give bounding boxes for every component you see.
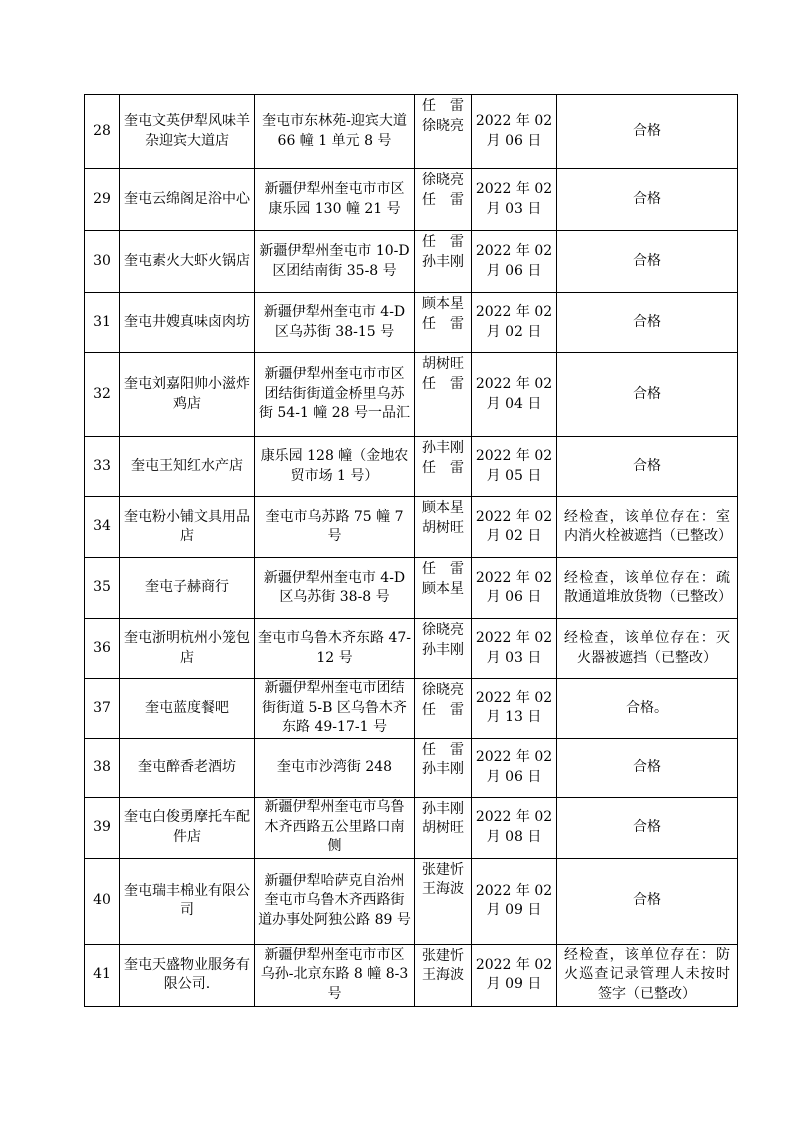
- business-name-text: 奎屯王知红水产店: [131, 457, 243, 474]
- row-number: [85, 231, 120, 293]
- inspection-date: [472, 944, 557, 1006]
- inspection-date-text: 2022 年 02 月 06 日: [475, 243, 553, 279]
- row-number-text: 35: [93, 579, 111, 596]
- business-name: [120, 679, 255, 739]
- inspector-name: 孙丰刚: [422, 641, 464, 658]
- row-number-text: 39: [93, 818, 111, 835]
- business-address-text: 奎屯市乌鲁木齐东路 47-12 号: [258, 630, 411, 666]
- inspection-date-text: 2022 年 02 月 03 日: [475, 630, 553, 666]
- table-row: [85, 231, 738, 293]
- inspector-name: 徐晓亮: [422, 622, 464, 638]
- inspector-name: 任 雷: [422, 234, 464, 250]
- inspection-result-text: 合格: [633, 892, 661, 909]
- inspection-result-text: 合格: [633, 385, 661, 402]
- row-number-text: 41: [93, 966, 111, 983]
- inspection-date: [472, 679, 557, 739]
- inspection-result: [557, 293, 738, 353]
- inspector-name: 孙丰刚: [422, 440, 464, 456]
- business-address-text: 奎屯市沙湾街 248: [276, 758, 393, 775]
- inspectors: [415, 858, 472, 944]
- business-name: [120, 293, 255, 353]
- inspection-result-text: 经检查，该单位存在：灭火器被遮挡（已整改）: [564, 630, 730, 666]
- inspection-result: [557, 858, 738, 944]
- inspection-date: [472, 619, 557, 679]
- business-name: [120, 797, 255, 858]
- inspector-name: 任 雷: [422, 459, 464, 476]
- row-number-text: 30: [93, 252, 111, 269]
- inspectors: [415, 797, 472, 858]
- inspection-result: [557, 944, 738, 1006]
- inspection-date-text: 2022 年 02 月 13 日: [475, 689, 553, 726]
- business-address-text: 新疆伊犁州奎屯市 4-D 区乌苏街 38-8 号: [263, 569, 406, 605]
- inspector-name: 顾本星: [422, 296, 464, 312]
- inspection-result: [557, 679, 738, 739]
- inspection-result-text: 合格: [633, 122, 661, 139]
- business-name: [120, 738, 255, 797]
- business-name: [120, 437, 255, 497]
- inspection-date: [472, 231, 557, 293]
- table-row: [85, 497, 738, 558]
- inspectors: [415, 353, 472, 437]
- business-address-text: 新疆伊犁州奎屯市 4-D 区乌苏街 38-15 号: [263, 304, 406, 340]
- inspector-name: 张建忻: [422, 861, 464, 878]
- inspectors: [415, 231, 472, 293]
- inspectors: [415, 169, 472, 231]
- inspection-result-text: 合格: [633, 818, 661, 835]
- inspection-result: [557, 497, 738, 558]
- inspection-date: [472, 95, 557, 169]
- inspection-date-text: 2022 年 02 月 05 日: [475, 448, 553, 484]
- row-number-text: 34: [93, 518, 111, 535]
- business-address: [255, 95, 415, 169]
- row-number: [85, 679, 120, 739]
- business-name-text: 奎屯瑞丰棉业有限公司: [124, 882, 250, 918]
- inspectors: [415, 95, 472, 169]
- inspection-result-text: 经检查，该单位存在：防火巡查记录管理人未按时签字（已整改）: [564, 946, 730, 1002]
- business-address-text: 新疆伊犁州奎屯市 10-D 区团结南街 35-8 号: [259, 243, 410, 279]
- inspection-date-text: 2022 年 02 月 08 日: [475, 809, 553, 845]
- inspector-name: 任 雷: [422, 98, 464, 114]
- inspector-name: 徐晓亮: [422, 682, 464, 698]
- table-row: [85, 169, 738, 231]
- inspection-date-text: 2022 年 02 月 09 日: [475, 882, 553, 918]
- inspector-name: 任 雷: [422, 561, 464, 577]
- inspection-result: [557, 619, 738, 679]
- inspection-date-text: 2022 年 02 月 06 日: [475, 113, 553, 149]
- row-number: [85, 944, 120, 1006]
- row-number: [85, 797, 120, 858]
- table-row: [85, 679, 738, 739]
- row-number-text: 31: [93, 313, 111, 330]
- inspector-name: 徐晓亮: [422, 117, 464, 134]
- inspection-date: [472, 497, 557, 558]
- inspection-date-text: 2022 年 02 月 02 日: [475, 304, 553, 340]
- business-name: [120, 558, 255, 619]
- business-name: [120, 231, 255, 293]
- inspection-result: [557, 558, 738, 619]
- inspector-name: 任 雷: [422, 191, 464, 208]
- inspection-result-text: 合格: [633, 457, 661, 474]
- inspector-name: 任 雷: [422, 375, 464, 392]
- inspection-date: [472, 858, 557, 944]
- inspection-result-text: 合格: [633, 252, 661, 269]
- inspection-result: [557, 95, 738, 169]
- business-address: [255, 558, 415, 619]
- inspector-name: 王海波: [422, 881, 464, 897]
- inspector-name: 孙丰刚: [422, 761, 464, 777]
- business-name: [120, 353, 255, 437]
- business-address-text: 康乐园 128 幢（金地农贸市场 1 号）: [260, 448, 409, 484]
- business-name-text: 奎屯刘嘉阳帅小滋炸鸡店: [124, 376, 250, 412]
- business-name-text: 奎屯子赫商行: [145, 579, 229, 596]
- inspector-name: 胡树旺: [422, 356, 464, 372]
- inspector-name: 胡树旺: [422, 519, 464, 536]
- table-row: [85, 353, 738, 437]
- inspection-date: [472, 797, 557, 858]
- business-name: [120, 169, 255, 231]
- business-address: [255, 944, 415, 1006]
- row-number-text: 29: [93, 190, 111, 207]
- inspector-name: 任 雷: [422, 315, 464, 332]
- table-row: [85, 944, 738, 1006]
- inspection-result: [557, 797, 738, 858]
- row-number: [85, 353, 120, 437]
- inspection-date: [472, 558, 557, 619]
- table-row: [85, 738, 738, 797]
- business-address-text: 新疆伊犁州奎屯市市区康乐园 130 幢 21 号: [264, 181, 405, 217]
- business-name-text: 奎屯粉小铺文具用品店: [124, 508, 250, 544]
- inspector-name: 徐晓亮: [422, 172, 464, 188]
- row-number-text: 40: [93, 892, 111, 909]
- business-address: [255, 231, 415, 293]
- business-address: [255, 619, 415, 679]
- business-address: [255, 679, 415, 739]
- inspection-result: [557, 738, 738, 797]
- inspectors: [415, 944, 472, 1006]
- inspection-date-text: 2022 年 02 月 09 日: [475, 956, 553, 992]
- inspection-date-text: 2022 年 02 月 03 日: [475, 181, 553, 217]
- inspectors: [415, 619, 472, 679]
- inspection-date-text: 2022 年 02 月 02 日: [475, 508, 553, 544]
- inspector-name: 孙丰刚: [422, 253, 464, 270]
- table-row: [85, 619, 738, 679]
- inspectors: [415, 497, 472, 558]
- row-number: [85, 558, 120, 619]
- row-number: [85, 619, 120, 679]
- inspection-result: [557, 169, 738, 231]
- row-number: [85, 437, 120, 497]
- inspector-name: 任 雷: [422, 701, 464, 718]
- inspection-date-text: 2022 年 02 月 06 日: [475, 749, 553, 785]
- business-name-text: 奎屯醉香老酒坊: [138, 758, 236, 775]
- business-name-text: 奎屯井嫂真味卤肉坊: [124, 313, 250, 330]
- business-name: [120, 95, 255, 169]
- row-number: [85, 858, 120, 944]
- business-address-text: 新疆伊犁州奎屯市市区乌孙-北京东路 8 幢 8-3 号: [260, 946, 409, 1002]
- inspection-result: [557, 437, 738, 497]
- business-name: [120, 858, 255, 944]
- business-address: [255, 497, 415, 558]
- inspection-result-text: 经检查，该单位存在：室内消火栓被遮挡（已整改）: [564, 508, 732, 544]
- business-address: [255, 293, 415, 353]
- inspection-date: [472, 437, 557, 497]
- business-address: [255, 169, 415, 231]
- business-address: [255, 738, 415, 797]
- inspection-date-text: 2022 年 02 月 04 日: [475, 376, 553, 412]
- inspector-name: 胡树旺: [422, 820, 464, 836]
- inspection-result: [557, 231, 738, 293]
- row-number: [85, 497, 120, 558]
- inspection-result-text: 合格。: [626, 699, 668, 716]
- business-name-text: 奎屯云绵阁足浴中心: [124, 190, 250, 207]
- inspector-name: 顾本星: [422, 500, 464, 516]
- inspection-result: [557, 353, 738, 437]
- table-row: [85, 558, 738, 619]
- business-address: [255, 797, 415, 858]
- row-number-text: 38: [93, 758, 111, 775]
- inspectors: [415, 738, 472, 797]
- business-name: [120, 619, 255, 679]
- table-row: [85, 797, 738, 858]
- business-address-text: 新疆伊犁哈萨克自治州奎屯市乌鲁木齐西路街道办事处阿独公路 89 号: [258, 872, 411, 928]
- inspector-name: 张建忻: [422, 947, 464, 964]
- inspection-table: [84, 94, 738, 1007]
- row-number-text: 32: [93, 385, 111, 402]
- table-row: [85, 293, 738, 353]
- table-row: [85, 437, 738, 497]
- inspector-name: 任 雷: [422, 741, 464, 758]
- table-row: [85, 95, 738, 169]
- business-address: [255, 353, 415, 437]
- inspection-result-text: 合格: [633, 190, 661, 207]
- row-number-text: 28: [93, 122, 111, 139]
- row-number-text: 37: [93, 699, 111, 716]
- business-address-text: 奎屯市乌苏路 75 幢 7 号: [265, 508, 404, 544]
- business-name-text: 奎屯素火大虾火锅店: [124, 252, 250, 269]
- inspector-name: 王海波: [422, 967, 464, 983]
- table-body: [85, 95, 738, 1007]
- row-number: [85, 95, 120, 169]
- row-number-text: 36: [93, 639, 111, 656]
- business-name-text: 奎屯文英伊犁风味羊杂迎宾大道店: [124, 113, 250, 149]
- inspection-date: [472, 353, 557, 437]
- inspectors: [415, 437, 472, 497]
- inspection-result-text: 经检查，该单位存在：疏散通道堆放货物（已整改）: [564, 569, 732, 605]
- business-address-text: 新疆伊犁州奎屯市团结街街道 5-B 区乌鲁木齐东路 49-17-1 号: [262, 680, 407, 735]
- business-address: [255, 858, 415, 944]
- business-name-text: 奎屯白俊勇摩托车配件店: [124, 809, 250, 845]
- business-address-text: 奎屯市东林苑-迎宾大道 66 幢 1 单元 8 号: [262, 113, 407, 149]
- inspection-date: [472, 738, 557, 797]
- row-number: [85, 293, 120, 353]
- inspection-result-text: 合格: [633, 758, 661, 775]
- business-address-text: 新疆伊犁州奎屯市市区团结街街道金桥里乌苏街 54-1 幢 28 号一品汇: [258, 366, 411, 422]
- inspectors: [415, 558, 472, 619]
- table-row: [85, 858, 738, 944]
- business-name-text: 奎屯天盛物业服务有限公司.: [124, 956, 250, 992]
- inspection-date: [472, 293, 557, 353]
- business-name-text: 奎屯浙明杭州小笼包店: [124, 630, 250, 666]
- inspector-name: 顾本星: [422, 580, 464, 597]
- inspector-name: 孙丰刚: [422, 800, 464, 817]
- inspection-result-text: 合格: [633, 313, 661, 330]
- business-name-text: 奎屯蓝度餐吧: [145, 699, 229, 716]
- inspection-date: [472, 169, 557, 231]
- business-address-text: 新疆伊犁州奎屯市乌鲁木齐西路五公里路口南侧: [264, 799, 405, 855]
- business-address: [255, 437, 415, 497]
- business-name: [120, 497, 255, 558]
- inspectors: [415, 293, 472, 353]
- row-number: [85, 169, 120, 231]
- inspectors: [415, 679, 472, 739]
- row-number: [85, 738, 120, 797]
- business-name: [120, 944, 255, 1006]
- row-number-text: 33: [93, 457, 111, 474]
- inspection-date-text: 2022 年 02 月 06 日: [475, 569, 553, 605]
